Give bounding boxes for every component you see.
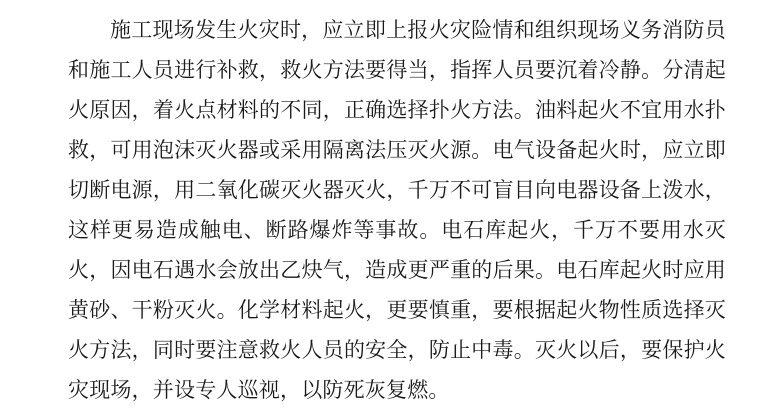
document-body [68,10,726,410]
document-paragraph: 施工现场发生火灾时，应立即上报火灾险情和组织现场义务消防员和施工人员进行补救，救火方法要得当，指挥人员要沉着冷静。分清起火原因，着火点材料的不同，正确选择扑火方法。油料起火不宜用水扑救，可用泡沫灭火器或采用隔离法压灭火源。电气设备起火时，应立即切断电源，用二氧化碳灭火器灭火，千万不可盲目向电器设备上泼水，这样更易造成触电、断路爆炸等事故。电石库起火，千万不要用水灭火，因电石遇水会放出乙炔气，造成更严重的后果。电石库起火时应用黄砂、干粉灭火。化学材料起火，更要慎重，要根据起火物性质选择灭火方法，同时要注意救火人员的安全，防止中毒。灭火以后，要保护火灾现场，并设专人巡视，以防死灰复燃。 [68,18,726,402]
